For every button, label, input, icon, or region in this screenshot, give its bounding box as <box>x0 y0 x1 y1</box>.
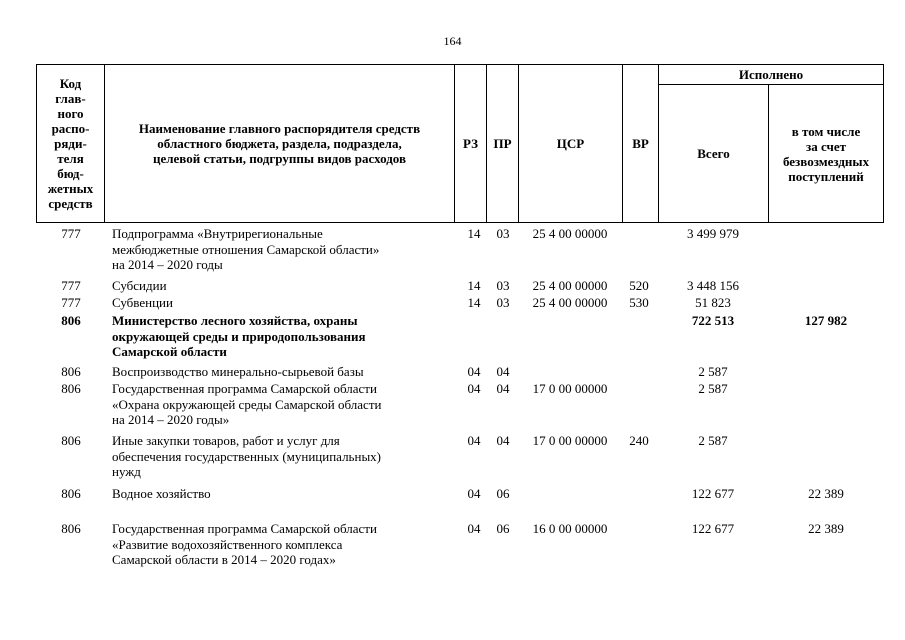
row-pr: 06 <box>496 486 510 501</box>
row-vr: 530 <box>629 295 649 310</box>
header-rz: РЗ <box>454 64 486 222</box>
row-rz: 14 <box>467 295 481 310</box>
row-rz: 04 <box>467 433 481 448</box>
row-csr: 25 4 00 00000 <box>532 278 608 293</box>
row-pr: 03 <box>496 226 510 241</box>
row-total: 3 448 156 <box>687 278 739 293</box>
row-code: 806 <box>61 313 81 328</box>
row-name: Водное хозяйство <box>112 486 211 501</box>
row-name: Иные закупки товаров, работ и услуг для обеспечения государственных (муниципальных) нужд <box>112 433 382 479</box>
header-code: Код глав- ного распо- ряди- теля бюд- жетных средств <box>36 64 104 222</box>
row-vr: 520 <box>629 278 649 293</box>
row-pr: 04 <box>496 433 510 448</box>
row-total: 122 677 <box>691 486 735 501</box>
header-free-receipts: в том числе за счет безвозмездных поступлений <box>768 84 884 222</box>
row-pr: 06 <box>496 521 510 536</box>
row-code: 777 <box>61 226 81 241</box>
row-rz: 04 <box>467 486 481 501</box>
row-total: 2 587 <box>698 381 728 396</box>
row-rz: 04 <box>467 521 481 536</box>
row-name: Субвенции <box>112 295 173 310</box>
row-code: 777 <box>61 295 81 310</box>
row-csr: 16 0 00 00000 <box>532 521 608 536</box>
row-csr: 25 4 00 00000 <box>532 295 608 310</box>
row-vr: 240 <box>629 433 649 448</box>
row-code: 777 <box>61 278 81 293</box>
page-number: 164 <box>443 34 462 48</box>
row-total: 51 823 <box>695 295 731 310</box>
row-pr: 04 <box>496 364 510 379</box>
row-total: 2 587 <box>698 364 728 379</box>
row-name: Воспроизводство минерально-сырьевой базы <box>112 364 364 379</box>
row-pr: 03 <box>496 295 510 310</box>
row-rz: 04 <box>467 364 481 379</box>
row-free-receipts: 22 389 <box>808 486 844 501</box>
row-rz: 04 <box>467 381 481 396</box>
row-code: 806 <box>61 433 81 448</box>
row-code: 806 <box>61 364 81 379</box>
row-csr: 25 4 00 00000 <box>532 226 608 241</box>
row-free-receipts: 22 389 <box>808 521 844 536</box>
header-vr: ВР <box>622 64 658 222</box>
row-free-receipts: 127 982 <box>804 313 848 328</box>
row-code: 806 <box>61 381 81 396</box>
header-pr: ПР <box>486 64 518 222</box>
row-total: 722 513 <box>691 313 735 328</box>
row-csr: 17 0 00 00000 <box>532 433 608 448</box>
header-total: Всего <box>658 84 768 222</box>
row-rz: 14 <box>467 278 481 293</box>
row-total: 122 677 <box>691 521 735 536</box>
row-name: Государственная программа Самарской области «Развитие водохозяйственного комплекса Самарской области в 2014 – 2020 годах» <box>112 521 377 567</box>
header-name: Наименование главного распорядителя средств областного бюджета, раздела, подраздела, целевой статьи, подгруппы видов расходов <box>104 64 454 222</box>
row-pr: 03 <box>496 278 510 293</box>
header-executed: Исполнено <box>658 64 884 84</box>
row-rz: 14 <box>467 226 481 241</box>
table-header <box>36 64 884 223</box>
row-name: Министерство лесного хозяйства, охраны окружающей среды и природопользования Самарской области <box>112 313 366 359</box>
row-pr: 04 <box>496 381 510 396</box>
row-code: 806 <box>61 486 81 501</box>
row-name: Субсидии <box>112 278 167 293</box>
row-name: Государственная программа Самарской области «Охрана окружающей среды Самарской области на 2014 – 2020 годы» <box>112 381 382 427</box>
row-total: 2 587 <box>698 433 728 448</box>
row-code: 806 <box>61 521 81 536</box>
row-name: Подпрограмма «Внутрирегиональные межбюджетные отношения Самарской области» на 2014 – 2020 годы <box>112 226 380 272</box>
row-csr: 17 0 00 00000 <box>532 381 608 396</box>
row-total: 3 499 979 <box>687 226 739 241</box>
header-csr: ЦСР <box>518 64 622 222</box>
